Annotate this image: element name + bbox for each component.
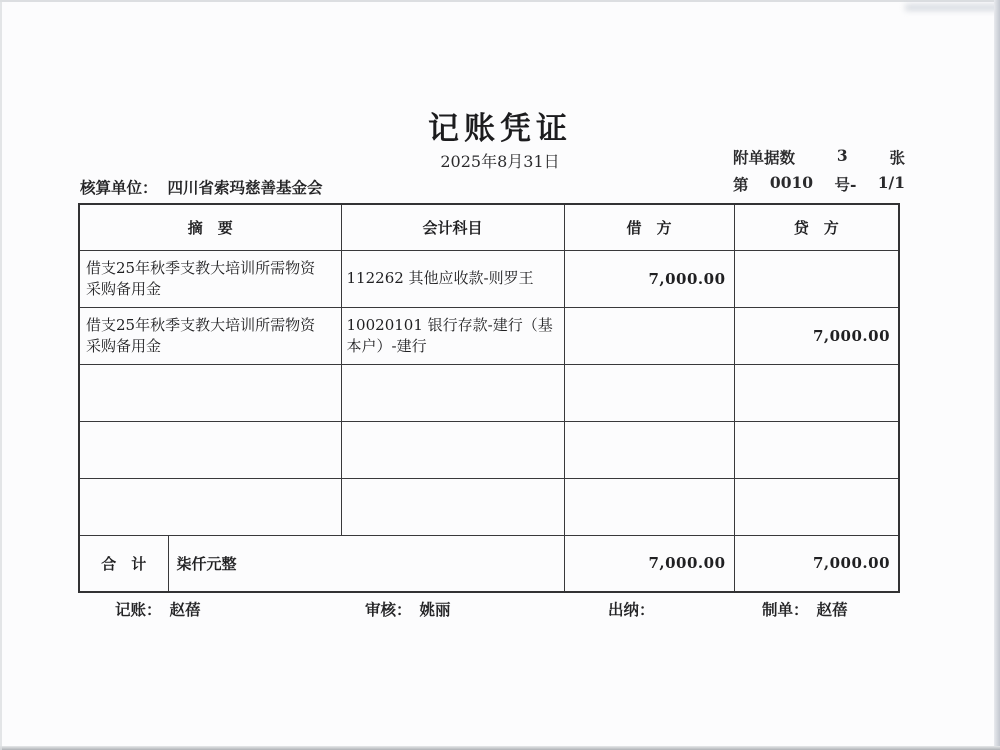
attachment-count-line bbox=[733, 146, 905, 168]
voucher-number-suffix: 号- bbox=[834, 175, 857, 194]
debit-cell bbox=[564, 421, 734, 478]
debit-cell bbox=[564, 307, 734, 364]
scan-edge-bottom bbox=[0, 746, 1000, 750]
debit-cell: 7,000.00 bbox=[564, 250, 734, 307]
total-credit: 7,000.00 bbox=[734, 535, 899, 592]
page-title: 记账凭证 bbox=[428, 111, 572, 147]
summary-cell bbox=[79, 364, 341, 421]
total-row bbox=[79, 535, 899, 592]
header-account: 会计科目 bbox=[341, 204, 564, 250]
attachment-unit: 张 bbox=[889, 148, 905, 167]
preparer-label: 制单： bbox=[762, 600, 809, 619]
total-debit: 7,000.00 bbox=[564, 535, 734, 592]
reviewer-signature bbox=[365, 598, 451, 620]
reviewer-name: 姚丽 bbox=[419, 600, 451, 619]
account-unit-label: 核算单位： bbox=[80, 178, 158, 197]
account-unit-value: 四川省索玛慈善基金会 bbox=[167, 178, 323, 197]
bookkeeper-label: 记账： bbox=[115, 600, 162, 619]
table-row bbox=[79, 478, 899, 535]
debit-cell bbox=[564, 364, 734, 421]
header-credit: 贷 方 bbox=[734, 204, 899, 250]
cashier-label: 出纳： bbox=[608, 600, 655, 619]
voucher-table bbox=[78, 203, 900, 593]
account-cell bbox=[341, 364, 564, 421]
voucher-number: 0010 bbox=[769, 173, 814, 192]
bookkeeper-name: 赵蓓 bbox=[169, 600, 201, 619]
scan-smudge bbox=[905, 4, 1000, 11]
total-label: 合 计 bbox=[79, 535, 168, 592]
preparer-name: 赵蓓 bbox=[816, 600, 848, 619]
account-unit-line bbox=[80, 176, 323, 198]
header-debit: 借 方 bbox=[564, 204, 734, 250]
table-row bbox=[79, 250, 899, 307]
bookkeeper-signature bbox=[115, 598, 201, 620]
credit-cell bbox=[734, 250, 899, 307]
cashier-signature bbox=[608, 598, 663, 620]
credit-cell bbox=[734, 421, 899, 478]
voucher-number-prefix: 第 bbox=[733, 175, 749, 194]
reviewer-label: 审核： bbox=[365, 600, 412, 619]
preparer-signature bbox=[762, 598, 848, 620]
summary-cell: 借支25年秋季支教大培训所需物资采购备用金 bbox=[79, 250, 341, 307]
table-row bbox=[79, 364, 899, 421]
account-cell bbox=[341, 421, 564, 478]
credit-cell bbox=[734, 364, 899, 421]
scan-edge-top bbox=[0, 0, 1000, 2]
table-header-row bbox=[79, 204, 899, 250]
account-cell: 112262 其他应收款-则罗王 bbox=[341, 250, 564, 307]
summary-cell bbox=[79, 478, 341, 535]
credit-cell: 7,000.00 bbox=[734, 307, 899, 364]
voucher-number-line bbox=[733, 173, 905, 195]
attachment-count: 3 bbox=[836, 146, 848, 165]
debit-cell bbox=[564, 478, 734, 535]
voucher-date: 2025年8月31日 bbox=[440, 152, 560, 171]
summary-cell: 借支25年秋季支教大培训所需物资采购备用金 bbox=[79, 307, 341, 364]
attachment-label: 附单据数 bbox=[733, 148, 796, 167]
table-row bbox=[79, 421, 899, 478]
account-cell: 10020101 银行存款-建行（基本户）-建行 bbox=[341, 307, 564, 364]
voucher-page-number: 1/1 bbox=[877, 173, 905, 192]
account-cell bbox=[341, 478, 564, 535]
header-summary: 摘 要 bbox=[79, 204, 341, 250]
total-amount-in-words: 柒仟元整 bbox=[168, 535, 564, 592]
credit-cell bbox=[734, 478, 899, 535]
summary-cell bbox=[79, 421, 341, 478]
table-row bbox=[79, 307, 899, 364]
